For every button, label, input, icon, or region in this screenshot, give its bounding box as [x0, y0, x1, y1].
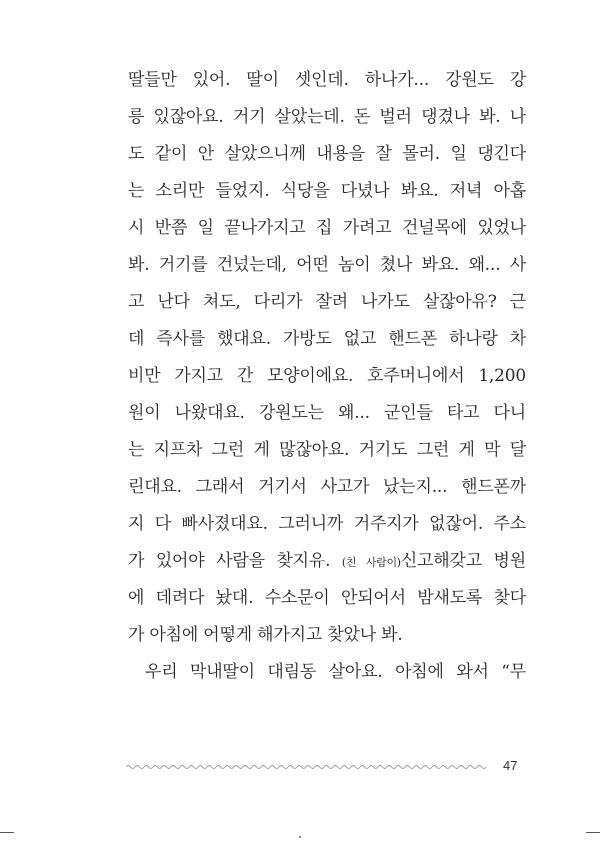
text-segment: 신고해갖고 병원 [400, 551, 526, 571]
text-line: 린대요. 그래서 거기서 사고가 났는지... 핸드폰까 [128, 477, 526, 497]
text-line: 는 지프차 그런 게 많잖아요. 거기도 그런 게 막 달 [128, 440, 526, 460]
text-segment: 가 있어야 사람을 찾지유. [128, 551, 331, 571]
page-number: 47 [503, 758, 518, 773]
crop-mark [586, 832, 600, 833]
crop-mark [299, 836, 301, 838]
paragraph-start-line: 우리 막내딸이 대림동 살아요. 아침에 와서 “무 [145, 662, 526, 682]
text-line: 봐. 거기를 건넜는데, 어떤 놈이 쳤나 봐요. 왜... 사 [128, 255, 526, 275]
text-line: 릉 있잖아요. 거기 살았는데. 돈 벌러 댕겼나 봐. 나 [128, 107, 526, 127]
text-line: 비만 가지고 간 모양이에요. 호주머니에서 1,200 [128, 366, 526, 386]
editorial-note: (친 사람이) [341, 556, 401, 569]
text-line: 딸들만 있어. 딸이 셋인데. 하나가... 강원도 강 [128, 70, 526, 90]
text-line: 도 같이 안 살았으니께 내용을 잘 몰러. 일 댕긴다 [128, 144, 526, 164]
footer-wavy-rule [126, 762, 488, 772]
text-line: 에 데려다 놨대. 수소문이 안되어서 밤새도록 찾다 [128, 588, 526, 608]
text-line: 데 즉사를 했대요. 가방도 없고 핸드폰 하나랑 차 [128, 329, 526, 349]
text-line: 는 소리만 들었지. 식당을 다녔나 봐요. 저녁 아홉 [128, 181, 526, 201]
body-text [128, 62, 526, 691]
text-line: 지 다 빠사졌대요. 그러니까 거주지가 없잖어. 주소 [128, 514, 526, 534]
text-line-with-note [128, 543, 526, 580]
text-line: 원이 나왔대요. 강원도는 왜... 군인들 타고 다니 [128, 403, 526, 423]
text-line: 가 아침에 어떻게 해가지고 찾았나 봐. [128, 625, 403, 645]
text-line: 고 난다 쳐도, 다리가 잘려 나가도 살잖아유? 근 [128, 292, 526, 312]
crop-mark [0, 832, 14, 833]
text-line: 시 반쯤 일 끝나가지고 집 가려고 건널목에 있었나 [128, 218, 526, 238]
